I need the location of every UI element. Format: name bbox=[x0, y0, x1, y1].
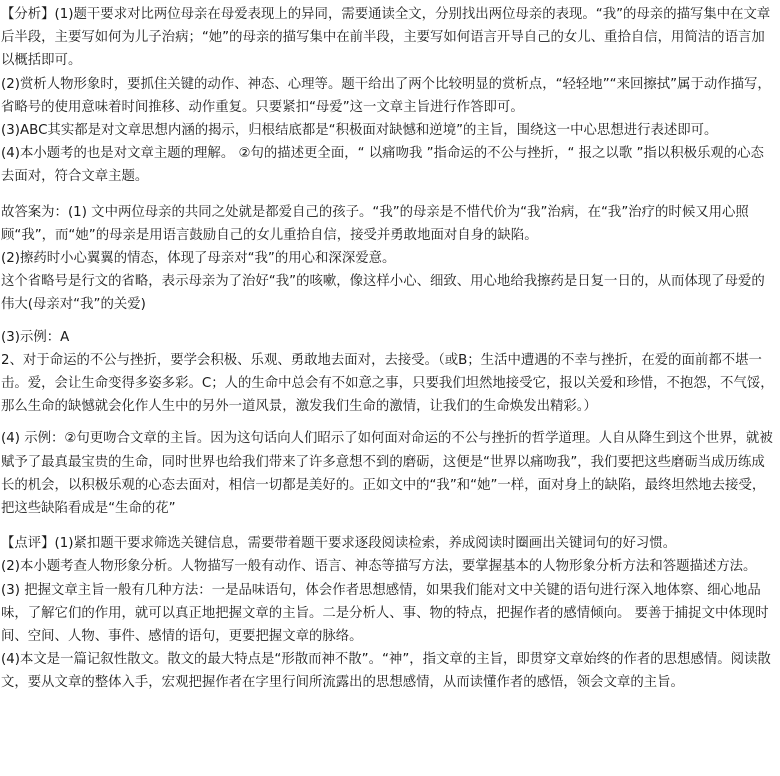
section-spacer bbox=[1, 189, 774, 201]
comment-paragraph-2: (2)本小题考查人物形象分析。人物描写一般有动作、语言、神态等描写方法，要掌握基本的人物形象分析方法和答题描述方法。 bbox=[1, 559, 757, 575]
answer-paragraph-6: (4) 示例：②句更吻合文章的主旨。因为这句话向人们昭示了如何面对命运的不公与挫折的哲学道理。人自从降生到这个世界，就被赋予了最真最宝贵的生命，同时世界也给我们带来了许多意想不到的磨砺，这便是“世界以痛吻我”，我们要把这些磨砺当成历练成长的机会，以积极乐观的心态去面对，相信一切都是美好的。正如文中的“我”和“她”一样，面对身上的缺陷，最终坦然地去接受，把这些缺陷看成是“生命的花” bbox=[1, 431, 773, 517]
answer-paragraph-5: 2、对于命运的不公与挫折，要学会积极、乐观、勇敢地去面对，去接受。（或B；生活中遭遇的不幸与挫折，在爱的面前都不堪一击。爱，会让生命变得多姿多彩。C；人的生命中总会有不如意之事，只要我们坦然地接受它，报以关爱和珍惜，不抱怨，不气馁，那么生命的缺憾就会化作人生中的另外一道风景，激发我们生命的激情，让我们的生命焕发出精彩。） bbox=[1, 352, 774, 415]
answer-section bbox=[1, 201, 774, 521]
paragraph-spacer bbox=[1, 418, 774, 427]
comment-section bbox=[1, 532, 774, 694]
analysis-section bbox=[1, 3, 774, 189]
analysis-paragraph-2: (2)赏析人物形象时，要抓住关键的动作、神态、心理等。题干给出了两个比较明显的赏析点，“轻轻地”“来回擦拭”属于动作描写，省略号的使用意味着时间推移、动作重复。只要紧扣“母爱”这一文章主旨进行作答即可。 bbox=[1, 76, 771, 115]
answer-paragraph-3: 这个省略号是行文的省略，表示母亲为了治好“我”的咳嗽，像这样小心、细致、用心地给我擦药是日复一日的，从而体现了母爱的伟大(母亲对“我”的关爱) bbox=[1, 274, 765, 313]
analysis-paragraph-4: (4)本小题考的也是对文章主题的理解。 ②句的描述更全面，“ 以痛吻我 ”指命运的不公与挫折，“ 报之以歌 ”指以积极乐观的心态去面对，符合文章主题。 bbox=[1, 146, 764, 185]
comment-paragraph-4: (4)本文是一篇记叙性散文。散文的最大特点是“形散而神不散”。“神”，指文章的主旨，即贯穿文章始终的作者的思想感情。阅读散文，要从文章的整体入手，宏观把握作者在字里行间所流露出的思想感情，从而读懂作者的感悟，领会文章的主旨。 bbox=[1, 652, 771, 691]
answer-paragraph-4: (3)示例：A bbox=[1, 329, 70, 345]
answer-paragraph-2: (2)擦药时小心翼翼的情态，体现了母亲对“我”的用心和深深爱意。 bbox=[1, 251, 396, 267]
comment-paragraph-1: 【点评】(1)紧扣题干要求筛选关键信息，需要带着题干要求逐段阅读检索，养成阅读时圈画出关键词句的好习惯。 bbox=[1, 536, 677, 552]
comment-paragraph-3: (3) 把握文章主旨一般有几种方法：一是品味语句，体会作者思想感情，如果我们能对文中关键的语句进行深入地体察、细心地品味，了解它们的作用，就可以真正地把握文章的主旨。二是分析人、事、物的特点，把握作者的感情倾向。 要善于捕捉文中体现时间、空间、人物、事件、感情的语句，更要把握文章的脉络。 bbox=[1, 582, 769, 645]
analysis-paragraph-1: 【分析】(1)题干要求对比两位母亲在母爱表现上的异同，需要通读全文，分别找出两位母亲的表现。“我”的母亲的描写集中在文章后半段，主要写如何为儿子治病；“她”的母亲的描写集中在前半段，主要写如何语言开导自己的女儿、重拾自信，用简洁的语言加以概括即可。 bbox=[1, 7, 771, 69]
section-spacer bbox=[1, 520, 774, 532]
answer-paragraph-1: 故答案为：(1) 文中两位母亲的共同之处就是都爱自己的孩子。“我”的母亲是不惜代价为“我”治病，在“我”治疗的时候又用心照顾“我”，而“她”的母亲是用语言鼓励自己的女儿重拾自信，接受并勇敢地面对自身的缺陷。 bbox=[1, 204, 749, 243]
analysis-paragraph-3: (3)ABC其实都是对文章思想内涵的揭示，归根结底都是“积极面对缺憾和逆境”的主旨，围绕这一中心思想进行表述即可。 bbox=[1, 123, 718, 139]
paragraph-spacer bbox=[1, 317, 774, 326]
